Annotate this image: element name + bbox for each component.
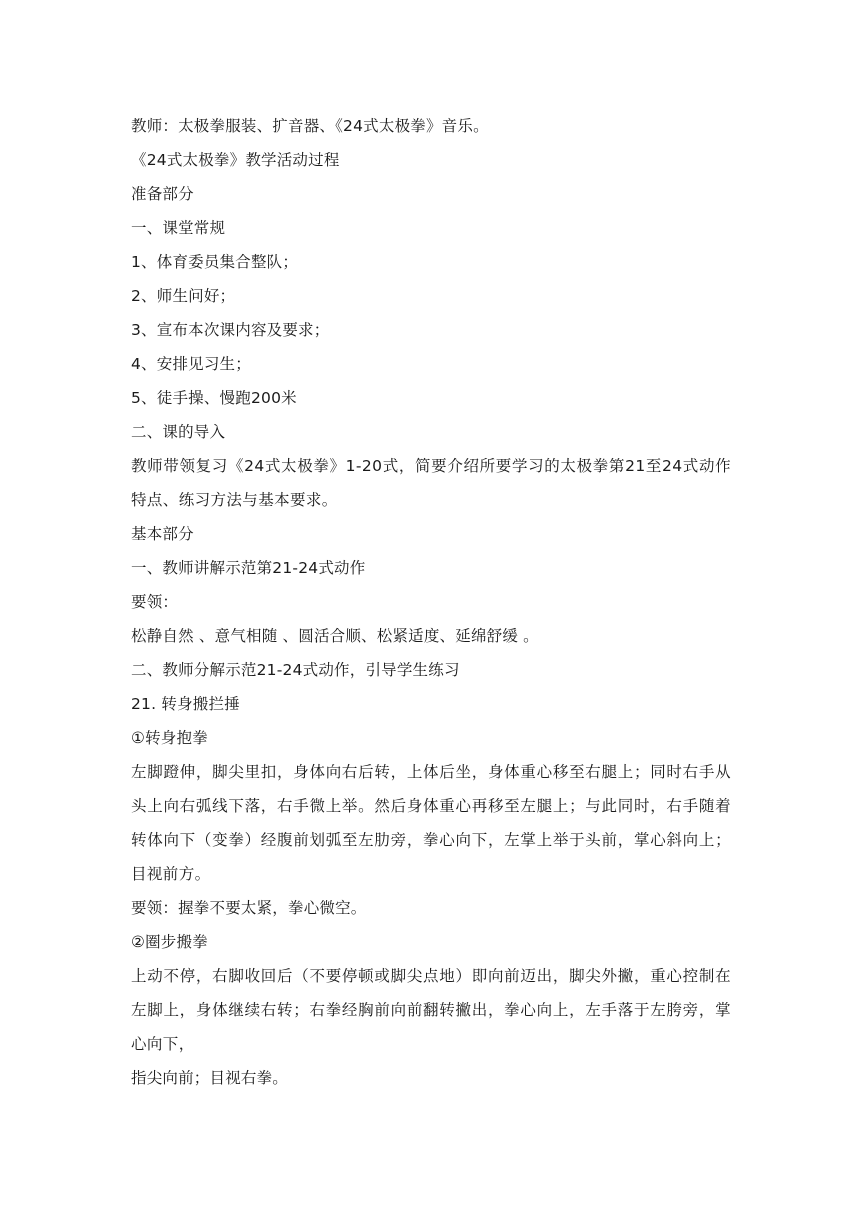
step-description-end: 指尖向前；目视右拳。 (131, 1069, 289, 1087)
essentials-text: 松静自然 、意气相随 、圆活合顺、松紧适度、延绵舒缓 。 (131, 627, 539, 645)
step-essentials: 要领：握拳不要太紧，拳心微空。 (131, 899, 367, 917)
movement-title: 21. 转身搬拦捶 (131, 695, 240, 713)
step-description: 上动不停，右脚收回后（不要停顿或脚尖点地）即向前迈出，脚尖外撇，重心控制在左脚上，身体继续右转；右拳经胸前向前翻转撇出，拳心向上，左手落于左胯旁，掌心向下， (131, 967, 731, 1053)
part-heading-preparation: 准备部分 (131, 185, 194, 203)
list-item: 3、宣布本次课内容及要求； (131, 321, 330, 339)
materials-line: 教师：太极拳服装、扩音器、《24式太极拳》音乐。 (131, 117, 489, 135)
step-title: ①转身抱拳 (131, 729, 208, 747)
section-title: 《24式太极拳》教学活动过程 (131, 151, 340, 169)
document-body (131, 109, 731, 1095)
list-item: 5、徒手操、慢跑200米 (131, 389, 297, 407)
step-title: ②圈步搬拳 (131, 933, 208, 951)
list-item: 1、体育委员集合整队； (131, 253, 299, 271)
subheading-breakdown: 二、教师分解示范21-24式动作，引导学生练习 (131, 661, 460, 679)
subheading-routine: 一、课堂常规 (131, 219, 226, 237)
list-item: 2、师生问好； (131, 287, 236, 305)
subheading-demonstration: 一、教师讲解示范第21-24式动作 (131, 559, 366, 577)
list-item: 4、安排见习生； (131, 355, 251, 373)
step-description: 左脚蹬伸，脚尖里扣，身体向右后转，上体后坐，身体重心移至右腿上；同时右手从头上向右弧线下落，右手微上举。然后身体重心再移至左腿上；与此同时，右手随着转体向下（变拳）经腹前划弧至左肋旁，拳心向下，左掌上举于头前，掌心斜向上；目视前方。 (131, 763, 731, 883)
intro-paragraph: 教师带领复习《24式太极拳》1-20式，简要介绍所要学习的太极拳第21至24式动作特点、练习方法与基本要求。 (131, 457, 731, 509)
essentials-label: 要领： (131, 593, 179, 611)
subheading-introduction: 二、课的导入 (131, 423, 226, 441)
part-heading-basic: 基本部分 (131, 525, 194, 543)
